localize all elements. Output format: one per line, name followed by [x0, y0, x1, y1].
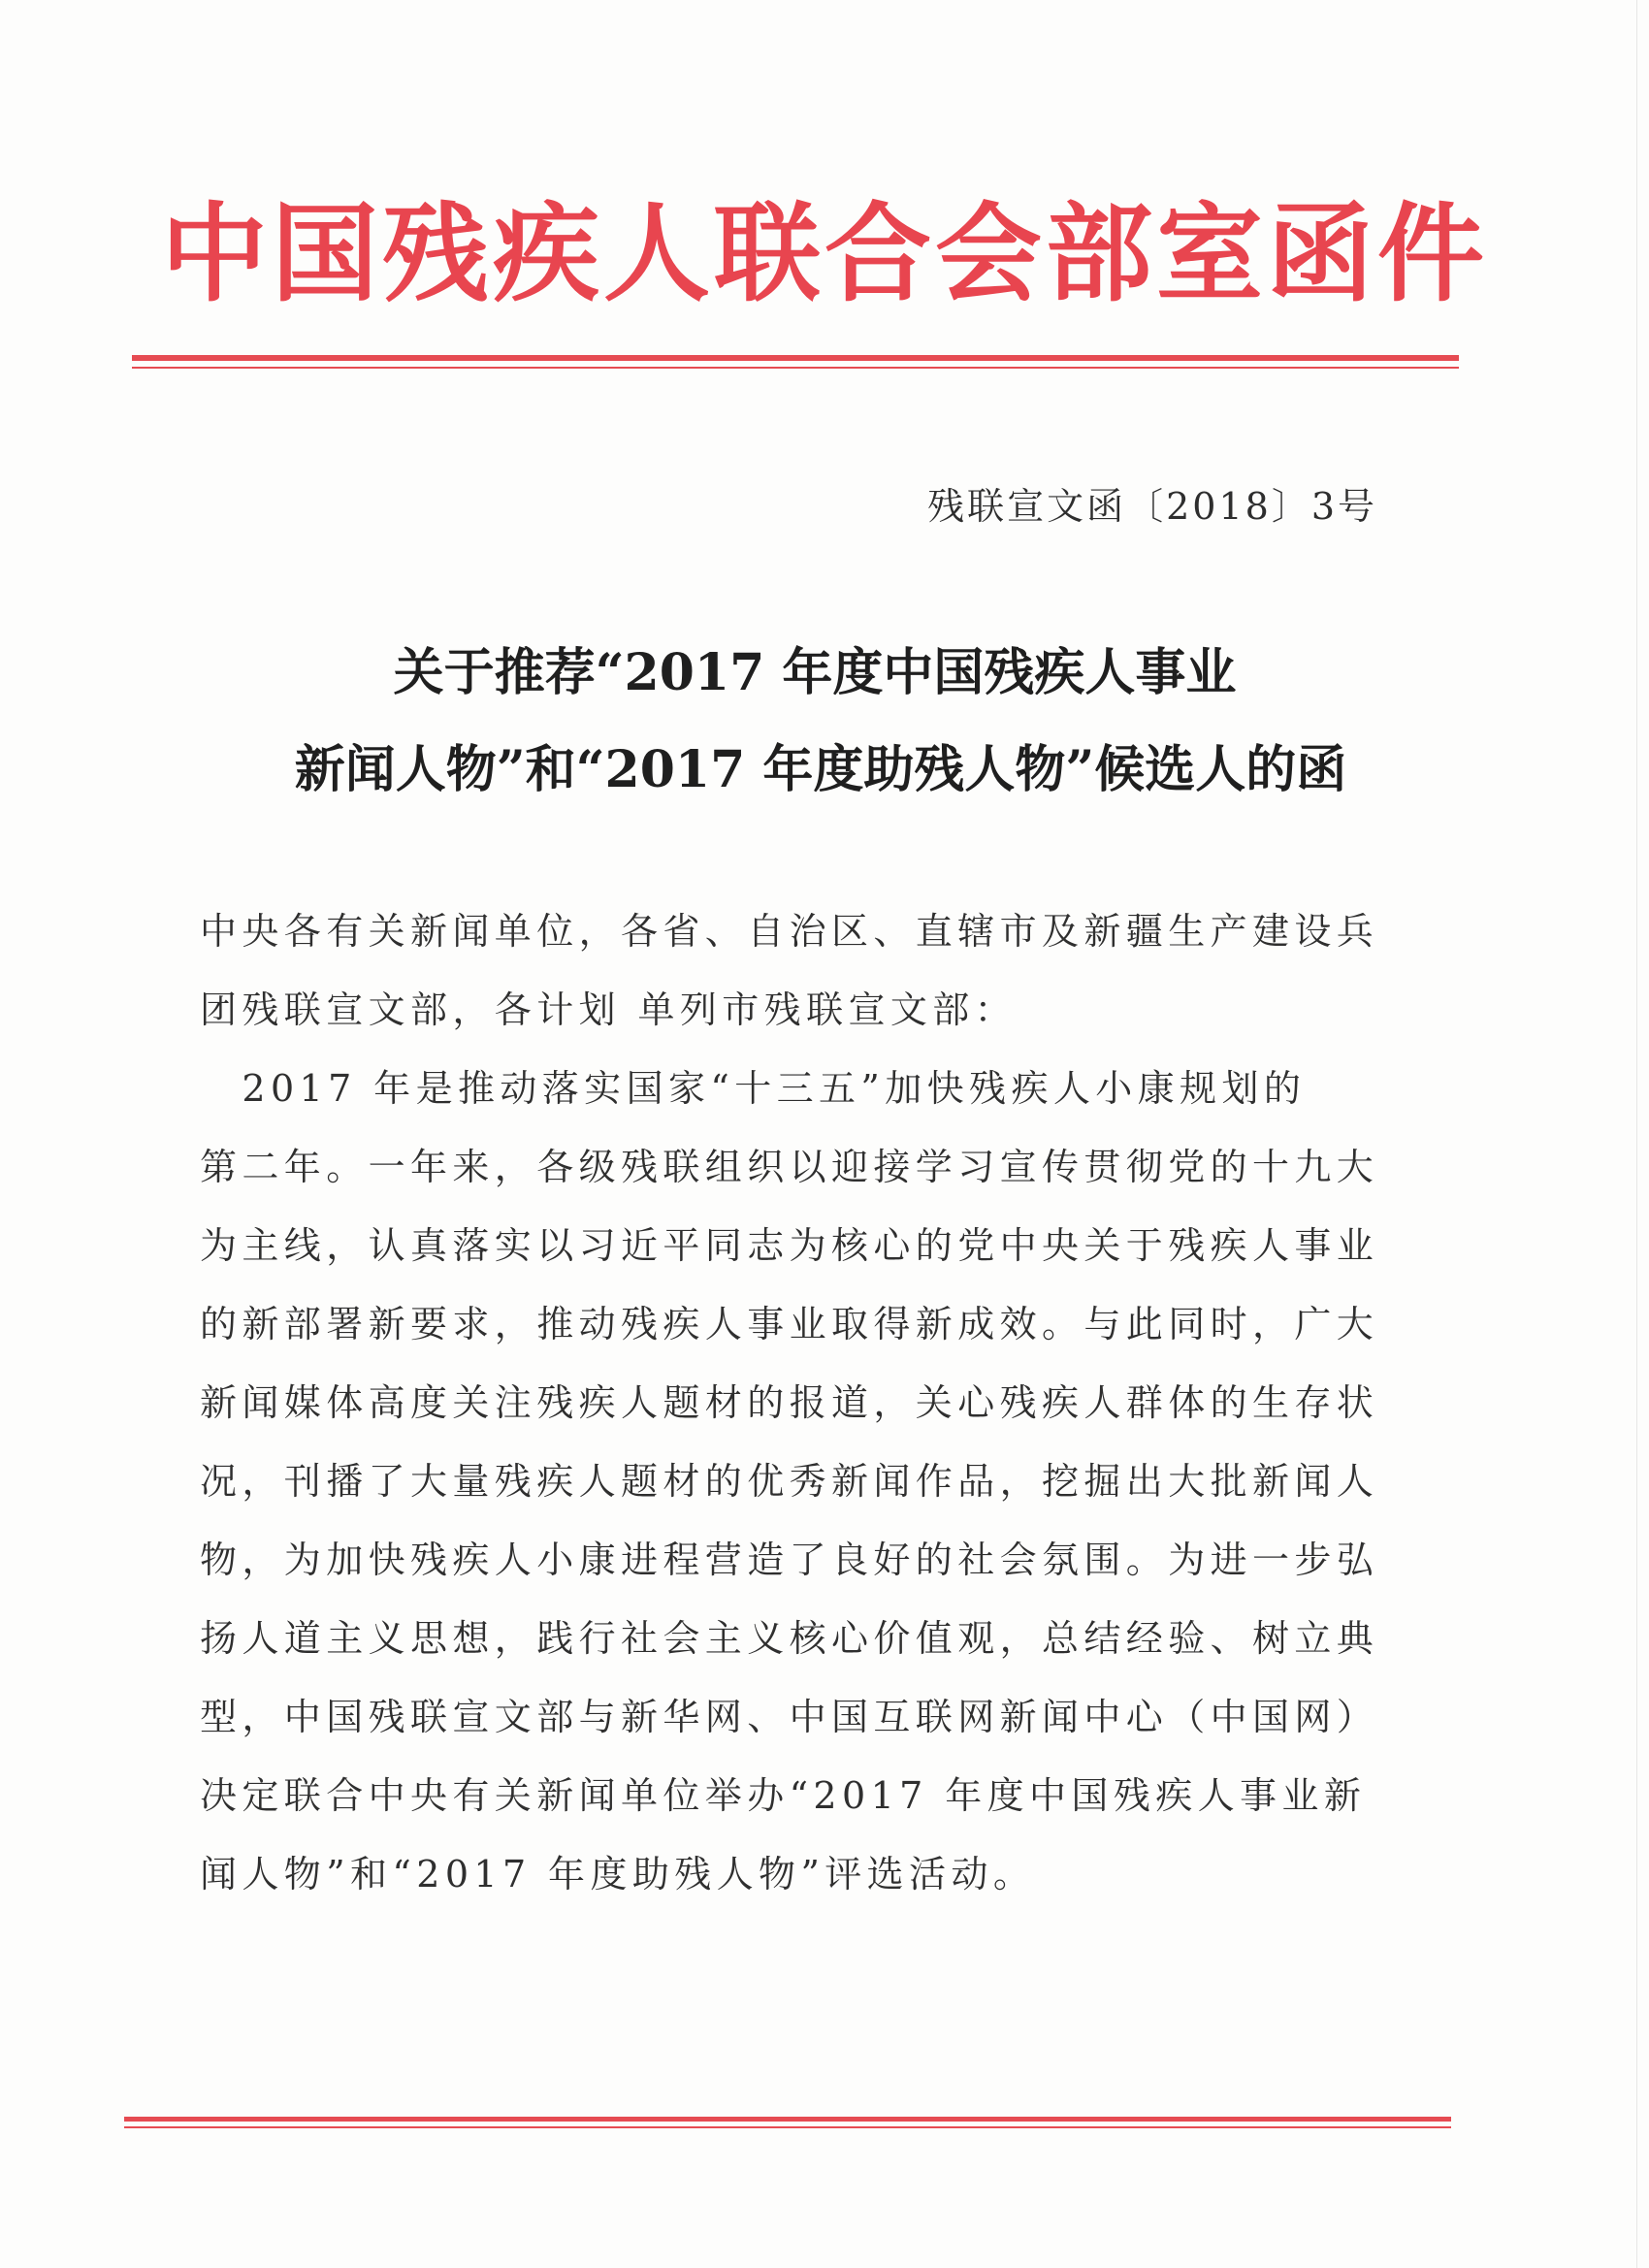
body-line: 2017 年是推动落实国家“十三五”加快残疾人小康规划的 — [200, 1067, 1307, 1110]
body-line: 决定联合中央有关新闻单位举办“2017 年度中国残疾人事业新 — [200, 1774, 1367, 1817]
document-number: 残联宣文函〔2018〕3号 — [927, 485, 1377, 528]
body-paragraph — [200, 1050, 1378, 1914]
document-title-line-2: 新闻人物”和“2017 年度助残人物”候选人的函 — [294, 740, 1347, 799]
body-line: 扬人道主义思想，践行社会主义核心价值观，总结经验、树立典 — [200, 1617, 1379, 1660]
body-line: 型，中国残联宣文部与新华网、中国互联网新闻中心（中国网） — [200, 1696, 1379, 1738]
body-line: 况，刊播了大量残疾人题材的优秀新闻作品，挖掘出大批新闻人 — [200, 1460, 1379, 1503]
body-line: 闻人物”和“2017 年度助残人物”评选活动。 — [200, 1853, 1036, 1895]
footer-rule-thick — [124, 2117, 1451, 2122]
document-title-line-1: 关于推荐“2017 年度中国残疾人事业 — [393, 643, 1237, 702]
masthead-rule-thin — [132, 367, 1459, 369]
salutation-line: 中央各有关新闻单位，各省、自治区、直辖市及新疆生产建设兵 — [200, 910, 1379, 953]
body-line: 物，为加快残疾人小康进程营造了良好的社会氛围。为进一步弘 — [200, 1539, 1379, 1581]
salutation — [200, 892, 1378, 1050]
body-line: 新闻媒体高度关注残疾人题材的报道，关心残疾人群体的生存状 — [200, 1381, 1379, 1424]
page-edge — [1636, 0, 1637, 2268]
body-line: 为主线，认真落实以习近平同志为核心的党中央关于残疾人事业 — [200, 1224, 1379, 1267]
masthead-title: 中国残疾人联合会部室函件 — [161, 191, 1488, 316]
body-line: 的新部署新要求，推动残疾人事业取得新成效。与此同时，广大 — [200, 1303, 1379, 1345]
body-line: 第二年。一年来，各级残联组织以迎接学习宣传贯彻党的十九大 — [200, 1146, 1379, 1188]
salutation-line: 团残联宣文部，各计划 单列市残联宣文部： — [200, 988, 1018, 1031]
masthead-rule-thick — [132, 355, 1459, 361]
footer-rule-thin — [124, 2126, 1451, 2128]
